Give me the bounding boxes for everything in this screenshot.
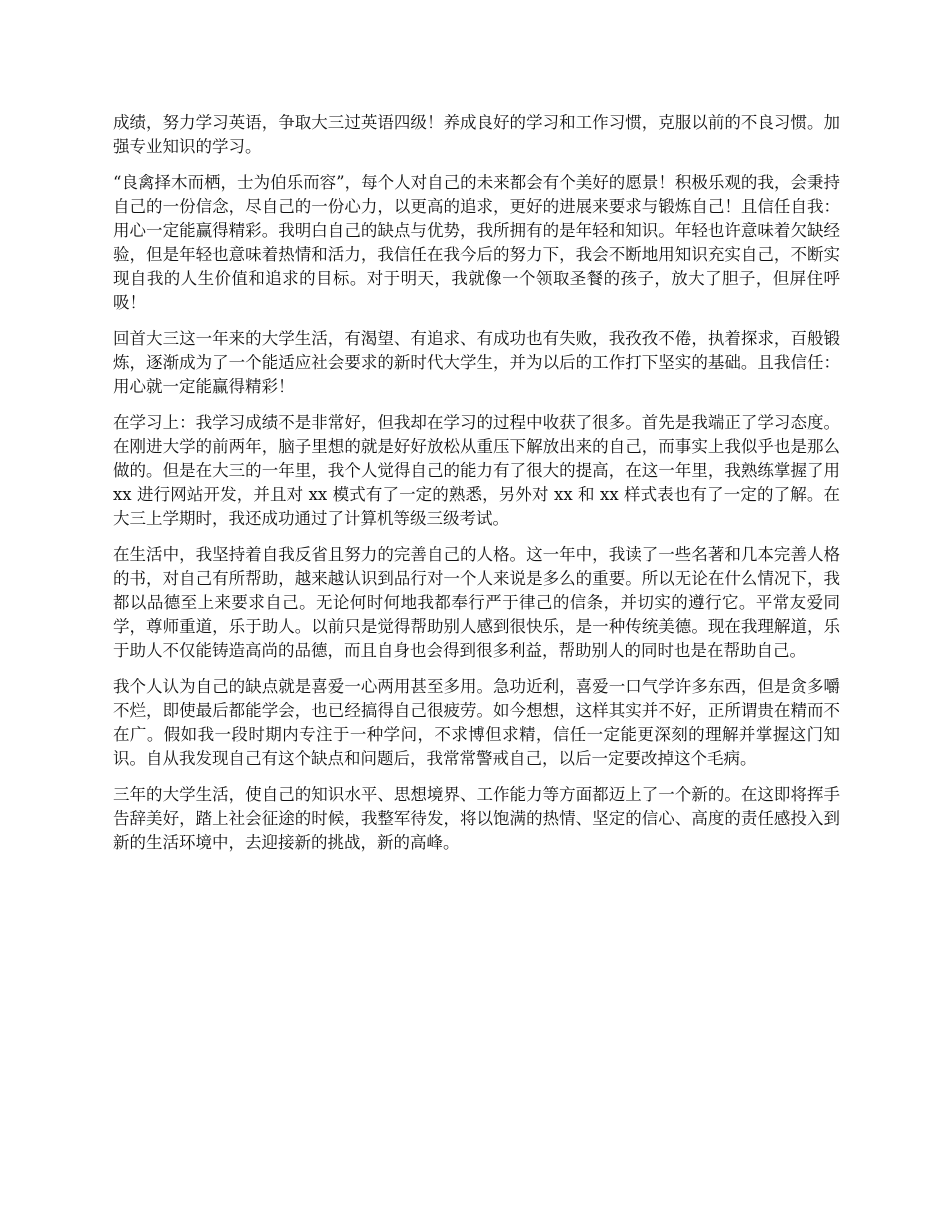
paragraph-study-goals: 成绩，努力学习英语，争取大三过英语四级！养成良好的学习和工作习惯，克服以前的不良习惯。加强专业知识的学习。 [113, 113, 840, 156]
document-body [113, 111, 840, 867]
paragraph-conclusion: 三年的大学生活，使自己的知识水平、思想境界、工作能力等方面都迈上了一个新的。在这即将挥手告辞美好，踏上社会征途的时候，我整军待发，将以饱满的热情、坚定的信心、高度的责任感投入到新的生活环境中，去迎接新的挑战，新的高峰。 [113, 785, 840, 852]
paragraph-study: 在学习上：我学习成绩不是非常好，但我却在学习的过程中收获了很多。首先是我端正了学习态度。在刚进大学的前两年，脑子里想的就是好好放松从重压下解放出来的自己，而事实上我似乎也是那么做的。但是在大三的一年里，我个人觉得自己的能力有了很大的提高，在这一年里，我熟练掌握了用 xx 进行网站开发，并且对 xx 模式有了一定的熟悉，另外对 xx 和 xx 样式表也有了一定的了解。在大三上学期时，我还成功通过了计算机等级三级考试。 [113, 413, 840, 528]
paragraph-shortcomings: 我个人认为自己的缺点就是喜爱一心两用甚至多用。急功近利，喜爱一口气学许多东西，但是贪多嚼不烂，即使最后都能学会，也已经搞得自己很疲劳。如今想想，这样其实并不好，正所谓贵在精而不在广。假如我一段时期内专注于一种学问，不求博但求精，信任一定能更深刻的理解并掌握这门知识。自从我发现自己有这个缺点和问题后，我常常警戒自己，以后一定要改掉这个毛病。 [113, 677, 840, 768]
paragraph-aspiration: “良禽择木而栖，士为伯乐而容”，每个人对自己的未来都会有个美好的愿景！积极乐观的我，会秉持自己的一份信念，尽自己的一份心力，以更高的追求，更好的进展来要求与锻炼自己！且信任自我：用心一定能赢得精彩。我明白自己的缺点与优势，我所拥有的是年轻和知识。年轻也许意味着欠缺经验，但是年轻也意味着热情和活力，我信任在我今后的努力下，我会不断地用知识充实自己，不断实现自我的人生价值和追求的目标。对于明天，我就像一个领取圣餐的孩子，放大了胆子，但屏住呼吸！ [113, 173, 840, 312]
paragraph-life: 在生活中，我坚持着自我反省且努力的完善自己的人格。这一年中，我读了一些名著和几本完善人格的书，对自己有所帮助，越来越认识到品行对一个人来说是多么的重要。所以无论在什么情况下，我都以品德至上来要求自己。无论何时何地我都奉行严于律己的信条，并切实的遵行它。平常友爱同学，尊师重道，乐于助人。以前只是觉得帮助别人感到很快乐，是一种传统美德。现在我理解道，乐于助人不仅能铸造高尚的品德，而且自身也会得到很多利益，帮助别人的同时也是在帮助自己。 [113, 545, 840, 660]
paragraph-review: 回首大三这一年来的大学生活，有渴望、有追求、有成功也有失败，我孜孜不倦，执着探求，百般锻炼，逐渐成为了一个能适应社会要求的新时代大学生，并为以后的工作打下坚实的基础。且我信任：用心就一定能赢得精彩！ [113, 329, 840, 396]
